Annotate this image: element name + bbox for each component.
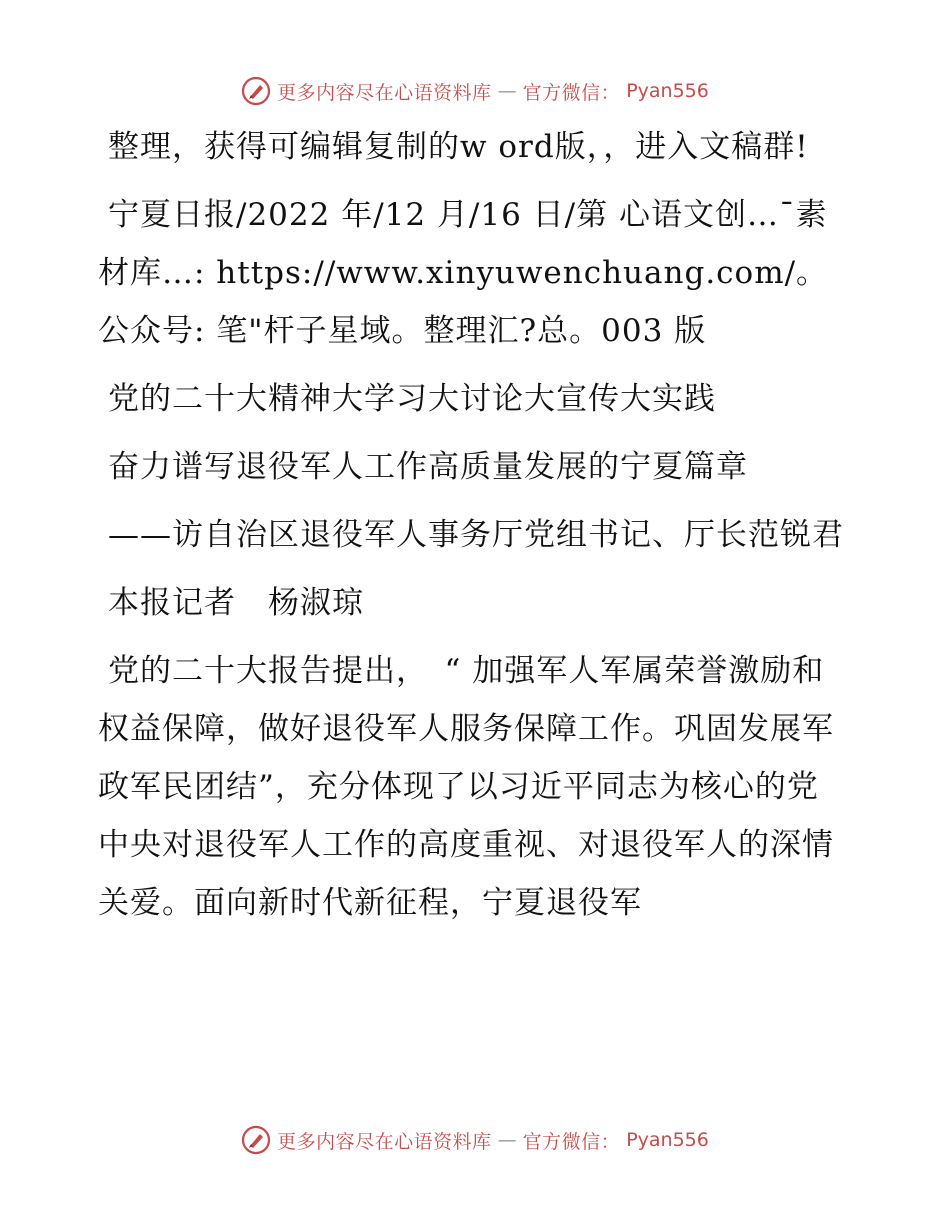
header-separator: — <box>497 80 517 102</box>
footer-wechat-handle: Pyan556 <box>626 1129 709 1151</box>
body-paragraph: 党的二十大报告提出， “ 加强军人军属荣誉激励和权益保障，做好退役军人服务保障工作。巩固发展军政军民团结”，充分体现了以习近平同志为核心的党中央对退役军人工作的高度重视、对退役军人的深情关爱。面向新时代新征程，宁夏退役军 <box>98 653 834 921</box>
headline-kicker: 党的二十大精神大学习大讨论大宣传大实践 <box>108 381 716 417</box>
source-info-paragraph: 宁夏日报/2022 年/12 月/16 日/第 心语文创…¯素材库…: https://www.xinyuwenchuang.com/。公众号: 笔"杆子星域。整理汇?总。003 版 <box>98 197 829 349</box>
document-body <box>98 118 850 942</box>
footer-separator: — <box>497 1129 517 1151</box>
header-wechat-label: 官方微信： <box>522 81 621 104</box>
header-watermark-banner <box>0 71 950 111</box>
header-site-text: 更多内容尽在心语资料库 <box>277 81 492 104</box>
intro-note-paragraph: 整理，获得可编辑复制的w ord版，，进入文稿群! <box>108 129 809 165</box>
header-wechat-handle: Pyan556 <box>626 80 709 102</box>
pen-nib-circle-icon <box>241 76 271 106</box>
footer-watermark-banner <box>0 1120 950 1160</box>
pen-nib-circle-icon <box>241 1125 271 1155</box>
subheadline: ——访自治区退役军人事务厅党组书记、厅长范锐君 <box>108 517 844 553</box>
headline-title: 奋力谱写退役军人工作高质量发展的宁夏篇章 <box>108 449 748 485</box>
byline: 本报记者 杨淑琼 <box>108 585 364 621</box>
footer-wechat-label: 官方微信： <box>522 1130 621 1153</box>
footer-site-text: 更多内容尽在心语资料库 <box>277 1130 492 1153</box>
